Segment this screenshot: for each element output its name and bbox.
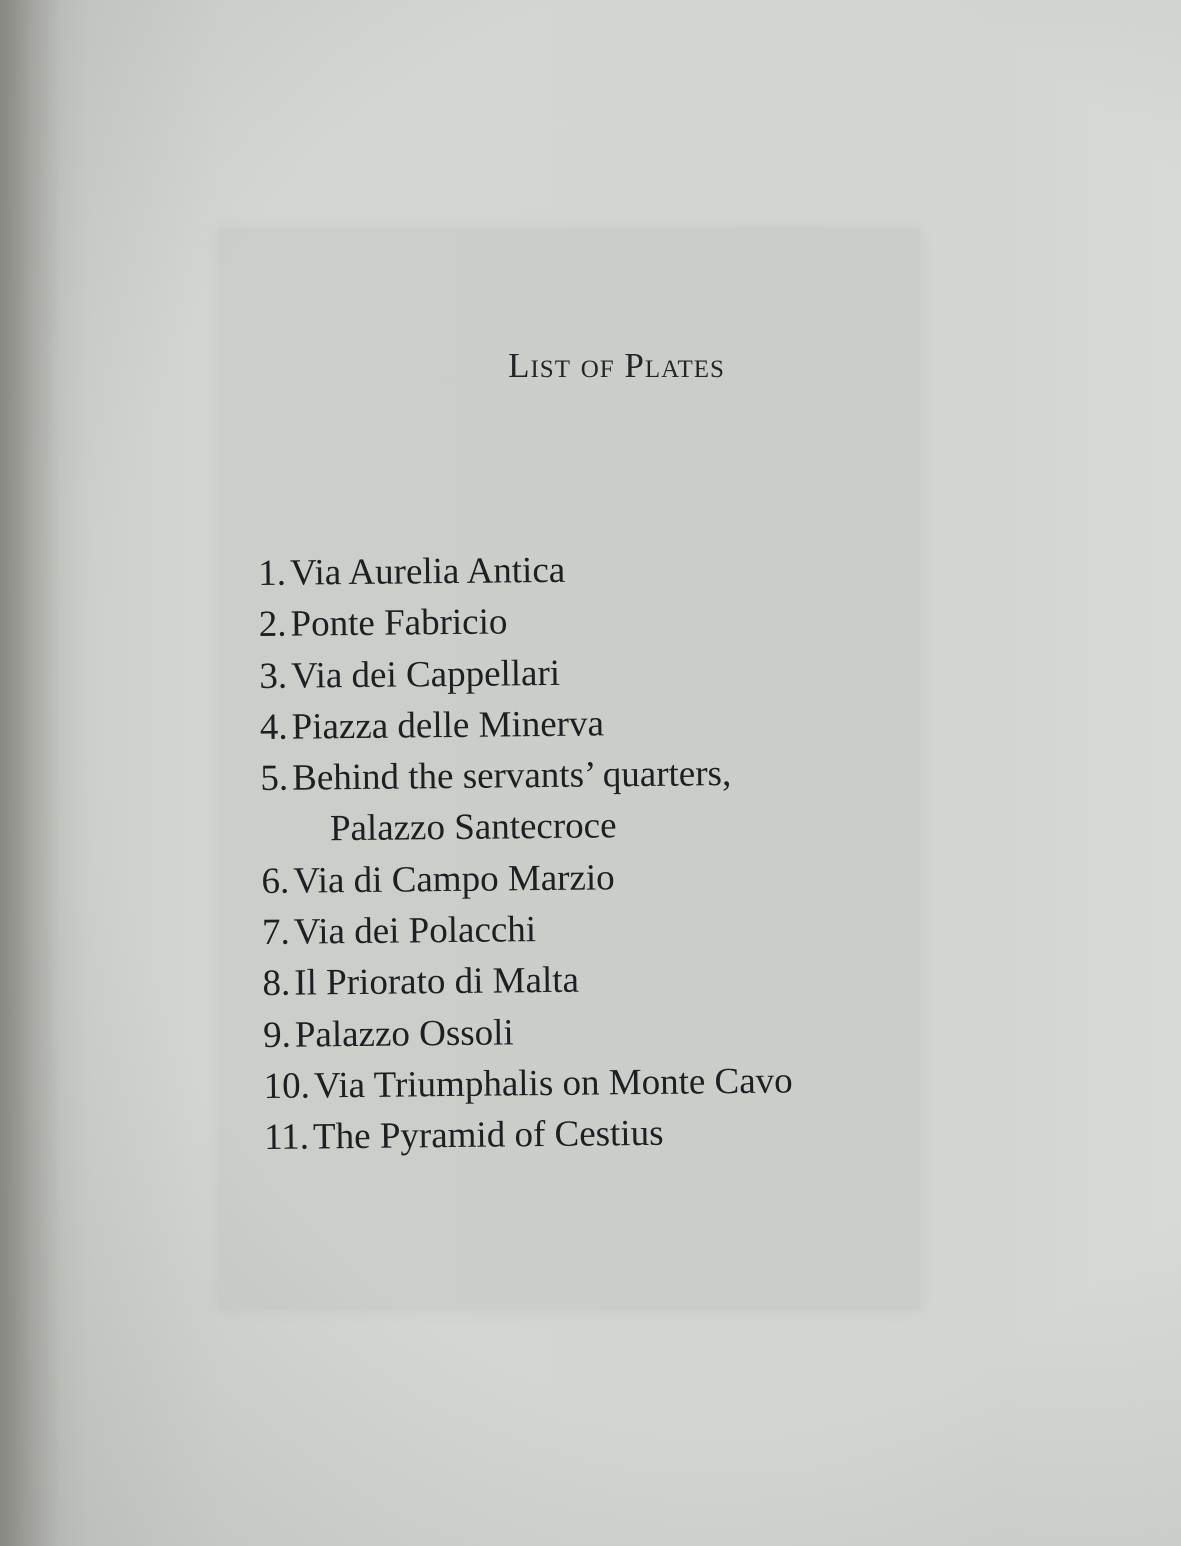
plate-title: Palazzo Ossoli bbox=[294, 1012, 514, 1056]
plate-title: Via Triumphalis on Monte Cavo bbox=[313, 1060, 793, 1107]
plates-list bbox=[258, 542, 793, 1163]
plate-number: 10. bbox=[263, 1065, 311, 1107]
plate-title: Via dei Polacchi bbox=[293, 909, 537, 953]
plate-title: Via Aurelia Antica bbox=[289, 549, 566, 594]
plate-number: 4. bbox=[259, 706, 288, 748]
list-item bbox=[260, 748, 790, 856]
list-item bbox=[264, 1107, 794, 1164]
plate-number: 7. bbox=[261, 911, 290, 954]
plate-title: Piazza delle Minerva bbox=[291, 703, 605, 748]
plate-number: 11. bbox=[263, 1116, 310, 1159]
plate-number: 5. bbox=[260, 757, 289, 800]
plate-number: 3. bbox=[259, 655, 288, 697]
list-item bbox=[260, 696, 790, 753]
list-item bbox=[263, 1055, 793, 1112]
list-item bbox=[263, 1004, 793, 1061]
plate-title: Via dei Cappellari bbox=[290, 652, 561, 697]
list-item bbox=[258, 542, 788, 599]
plate-title: Ponte Fabricio bbox=[290, 601, 508, 645]
page-title: List of Plates bbox=[508, 346, 725, 385]
plate-number: 9. bbox=[262, 1014, 292, 1056]
plate-title: Behind the servants’ quarters, bbox=[291, 753, 732, 799]
plate-title: Il Priorato di Malta bbox=[294, 960, 580, 1005]
plate-number: 8. bbox=[262, 963, 291, 1005]
gutter-shadow bbox=[0, 0, 60, 1546]
list-item bbox=[262, 902, 792, 959]
list-item bbox=[261, 850, 791, 907]
plate-number: 1. bbox=[258, 552, 287, 594]
plate-number: 6. bbox=[261, 860, 290, 902]
plate-title: The Pyramid of Cestius bbox=[312, 1113, 664, 1158]
list-item bbox=[259, 645, 789, 702]
list-item bbox=[262, 953, 792, 1010]
list-item bbox=[259, 594, 789, 651]
plate-title-continuation: Palazzo Santecroce bbox=[329, 805, 617, 850]
plate-number: 2. bbox=[258, 604, 287, 646]
plate-title: Via di Campo Marzio bbox=[293, 857, 615, 902]
